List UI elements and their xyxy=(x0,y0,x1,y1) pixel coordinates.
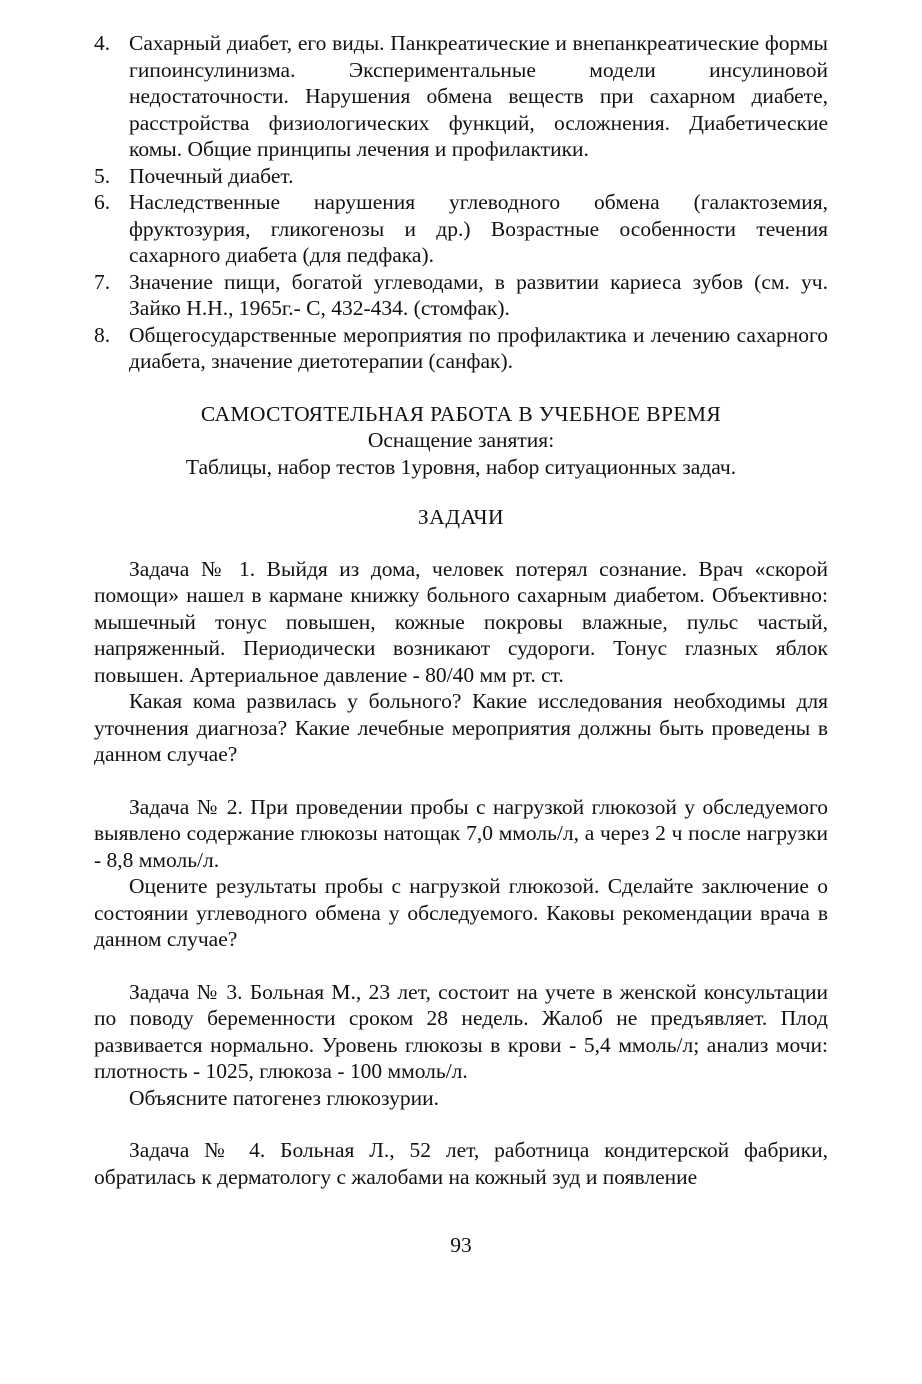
task-paragraph: Задача № 3. Больная М., 23 лет, состоит на учете в женской консультации по поводу беременности сроком 28 недель. Жалоб не предъявляет. Плод развивается нормально. Уровень глюкозы в крови - 5,4 ммоль/л; анализ мочи: плотность - 1025, глюкоза - 100 ммоль/л. xyxy=(94,979,828,1083)
list-item-text: Наследственные нарушения углеводного обмена (галактоземия, фруктозурия, гликогенозы и др.) Возрастные особенности течения сахарного диабета (для педфака). xyxy=(129,190,828,267)
task-paragraph: Задача № 1. Выйдя из дома, человек потерял сознание. Врач «скорой помощи» нашел в кармане книжку больного сахарным диабетом. Объективно: мышечный тонус повышен, кожные покровы влажные, пульс частый, напряженный. Периодически возникают судороги. Тонус глазных яблок повышен. Артериальное давление - 80/40 мм рт. ст. xyxy=(94,556,828,687)
list-item-number: 4. xyxy=(94,31,111,55)
list-item xyxy=(94,163,828,190)
task-3 xyxy=(94,979,828,1112)
list-item-number: 6. xyxy=(94,190,111,214)
tasks-heading: ЗАДАЧИ xyxy=(417,505,505,529)
page-number: 93 xyxy=(450,1233,472,1257)
section-title: САМОСТОЯТЕЛЬНАЯ РАБОТА В УЧЕБНОЕ ВРЕМЯ xyxy=(200,401,722,426)
tasks-list xyxy=(94,556,828,1191)
task-1 xyxy=(94,556,828,768)
topics-list xyxy=(94,30,828,375)
list-item-text: Почечный диабет. xyxy=(129,163,294,188)
section-subtitle: Оснащение занятия: xyxy=(367,428,555,452)
task-paragraph: Оцените результаты пробы с нагрузкой глюкозой. Сделайте заключение о состоянии углеводного обмена у обследуемого. Каковы рекомендации врача в данном случае? xyxy=(94,874,828,951)
list-item-number: 7. xyxy=(94,269,111,294)
list-item-text: Значение пищи, богатой углеводами, в развитии кариеса зубов (см. уч. Зайко Н.Н., 1965г.- С, 432-434. (стомфак). xyxy=(129,269,828,320)
list-item-text: Сахарный диабет, его виды. Панкреатические и внепанкреатические формы гипоинсулинизма. Экспериментальные модели инсулиновой недостаточности. Нарушения обмена веществ при сахарном диабете, расстройства физиологических функций, осложнения. Диабетические комы. Общие принципы лечения и профилактики. xyxy=(129,31,828,161)
list-item xyxy=(94,269,828,322)
document-page xyxy=(94,30,828,1190)
task-paragraph: Объясните патогенез глюкозурии. xyxy=(129,1085,439,1110)
task-paragraph: Какая кома развилась у больного? Какие исследования необходимы для уточнения диагноза? Какие лечебные мероприятия должны быть проведены в данном случае? xyxy=(94,689,828,766)
list-item xyxy=(94,189,828,269)
list-item xyxy=(94,30,828,163)
list-item-number: 5. xyxy=(94,163,111,188)
list-item xyxy=(94,322,828,375)
equipment-text: Таблицы, набор тестов 1уровня, набор ситуационных задач. xyxy=(185,454,737,479)
task-paragraph: Задача № 4. Больная Л., 52 лет, работница кондитерской фабрики, обратилась к дерматологу с жалобами на кожный зуд и появление xyxy=(94,1138,828,1189)
task-paragraph: Задача № 2. При проведении пробы с нагрузкой глюкозой у обследуемого выявлено содержание глюкозы натощак 7,0 ммоль/л, а через 2 ч после нагрузки - 8,8 ммоль/л. xyxy=(94,794,828,872)
list-item-number: 8. xyxy=(94,322,111,347)
list-item-text: Общегосударственные мероприятия по профилактика и лечению сахарного диабета, значение диетотерапии (санфак). xyxy=(129,322,828,373)
task-4 xyxy=(94,1137,828,1190)
task-2 xyxy=(94,794,828,953)
